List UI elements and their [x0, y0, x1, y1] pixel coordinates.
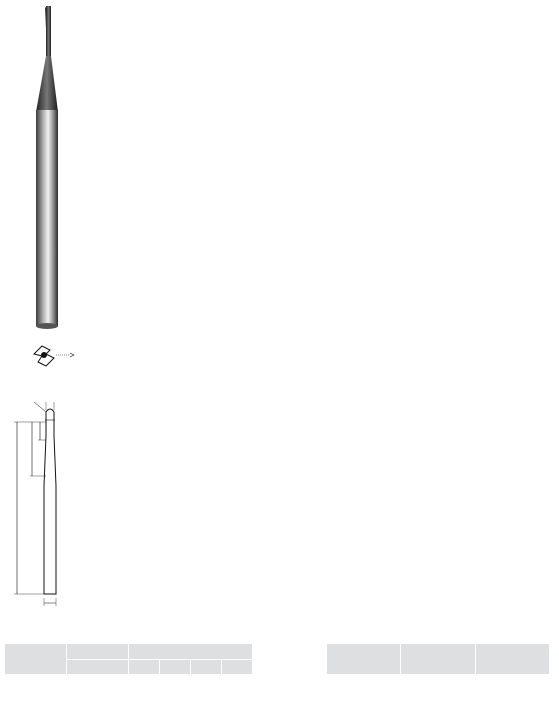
app-level-hard-1	[129, 659, 160, 675]
app-col-copper	[401, 644, 476, 675]
dimension-drawing	[8, 396, 88, 616]
app-level-hard-3	[191, 659, 222, 675]
app-col-stainless	[327, 644, 401, 675]
app-level-hard-2	[160, 659, 191, 675]
app-col-hardened	[129, 644, 253, 660]
app-col-prehard	[67, 644, 129, 660]
rating-legend	[300, 630, 319, 639]
app-col-carbon	[5, 644, 67, 675]
app-col-aluminum	[476, 644, 550, 675]
cross-section-icon	[30, 340, 90, 370]
app-level-hard-4	[222, 659, 253, 675]
app-level-prehard	[67, 659, 129, 675]
application-table	[4, 643, 550, 675]
end-mill-photo	[14, 2, 74, 342]
app-col-gap	[253, 644, 327, 675]
